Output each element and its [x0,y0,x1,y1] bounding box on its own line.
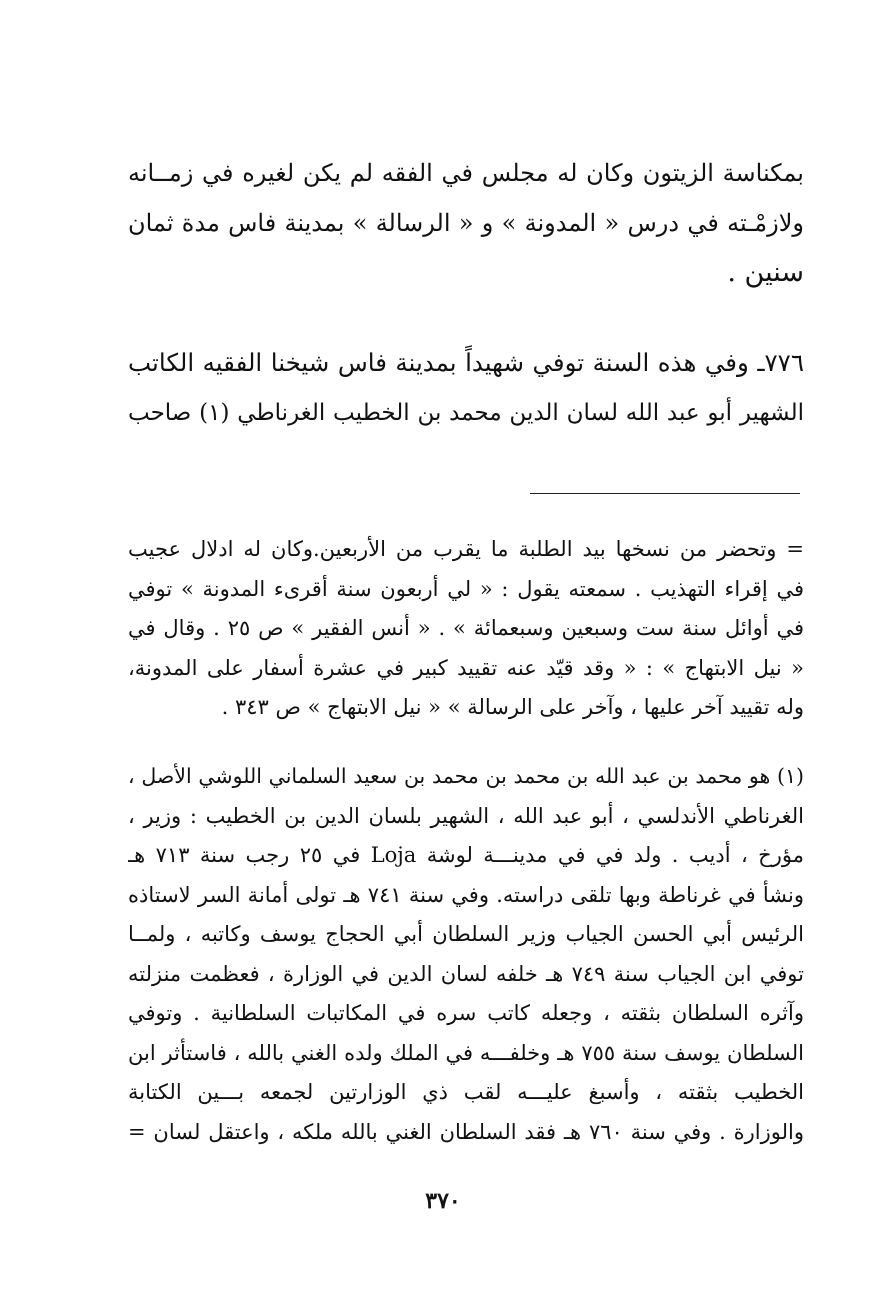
text-line: ٧٧٦ـ وفي هذه السنة توفي شهيداً بمدينة فاس شيخنا الفقيه الكاتب [128,348,804,377]
footnote-line: الرئيس أبي الحسن الجياب وزير السلطان أبي الحجاج يوسف وكاتبه ، ولمــا [128,922,804,946]
footnote-line: وله تقييد آخر عليها ، وآخر على الرسالة » « نيل الابتهاج » ص ٣٤٣ . [221,695,804,719]
footnote-line: ونشأ في غرناطة وبها تلقى دراسته. وفي سنة ٧٤١ هـ تولى أمانة السر لاستاذه [128,882,804,907]
footnote-line: والوزارة . وفي سنة ٧٦٠ هـ فقد السلطان الغني بالله ملكه ، واعتقل لسان = [128,1119,804,1144]
footnote-line: مؤرخ ، أديب . ولد في في مدينـــة لوشة Loja في ٢٥ رجب سنة ٧١٣ هـ [128,843,804,867]
footnote-line: « نيل الابتهاج » : « وقد قيّد عنه تقييد كبير في عشرة أسفار على المدونة، [128,655,804,680]
footnote-line: (١) هو محمد بن عبد الله بن محمد بن محمد بن سعيد السلماني اللوشي الأصل ، [128,764,804,788]
footnote-line: توفي ابن الجياب سنة ٧٤٩ هـ خلفه لسان الدين في الوزارة ، فعظمت منزلته [128,961,804,986]
footnote-line: السلطان يوسف سنة ٧٥٥ هـ وخلفـــه في الملك ولده الغني بالله ، فاستأثر ابن [128,1040,804,1065]
text-line: بمكناسة الزيتون وكان له مجلس في الفقه لم يكن لغيره في زمــانه [128,159,804,187]
footnote-line: وآثره السلطان بثقته ، وجعله كاتب سره في المكاتبات السلطانية . وتوفي [128,1001,804,1025]
text-line: ولازمْـته في درس « المدونة » و « الرسالة » بمدينة فاس مدة ثمان [128,209,804,237]
text-line: الشهير أبو عبد الله لسان الدين محمد بن الخطيب الغرناطي (١) صاحب [128,400,804,426]
footnote-line: في أوائل سنة ست وسبعين وسبعمائة » . « أنس الفقير » ص ٢٥ . وقال في [128,616,804,640]
footnote-separator [530,493,800,494]
footnote-continued [128,530,804,728]
page-number: ٣٧٠ [425,1188,461,1214]
footnote-1 [128,757,804,1152]
footnote-line: الخطيب بثقته ، وأسبغ عليـــه لقب ذي الوزارتين لجمعه بـــين الكتابة [128,1080,804,1104]
footnote-line: = وتحضر من نسخها بيد الطلبة ما يقرب من الأربعين.وكان له ادلال عجيب [128,537,804,561]
main-paragraph-1 [128,148,804,298]
main-paragraph-2 [128,338,804,438]
text-line: سنين . [727,257,804,288]
footnote-line: في إقراء التهذيب . سمعته يقول : « لي أربعون سنة أقرىء المدونة » توفي [128,576,804,601]
footnote-line: الغرناطي الأندلسي ، أبو عبد الله ، الشهير بلسان الدين بن الخطيب : وزير ، [128,803,804,828]
